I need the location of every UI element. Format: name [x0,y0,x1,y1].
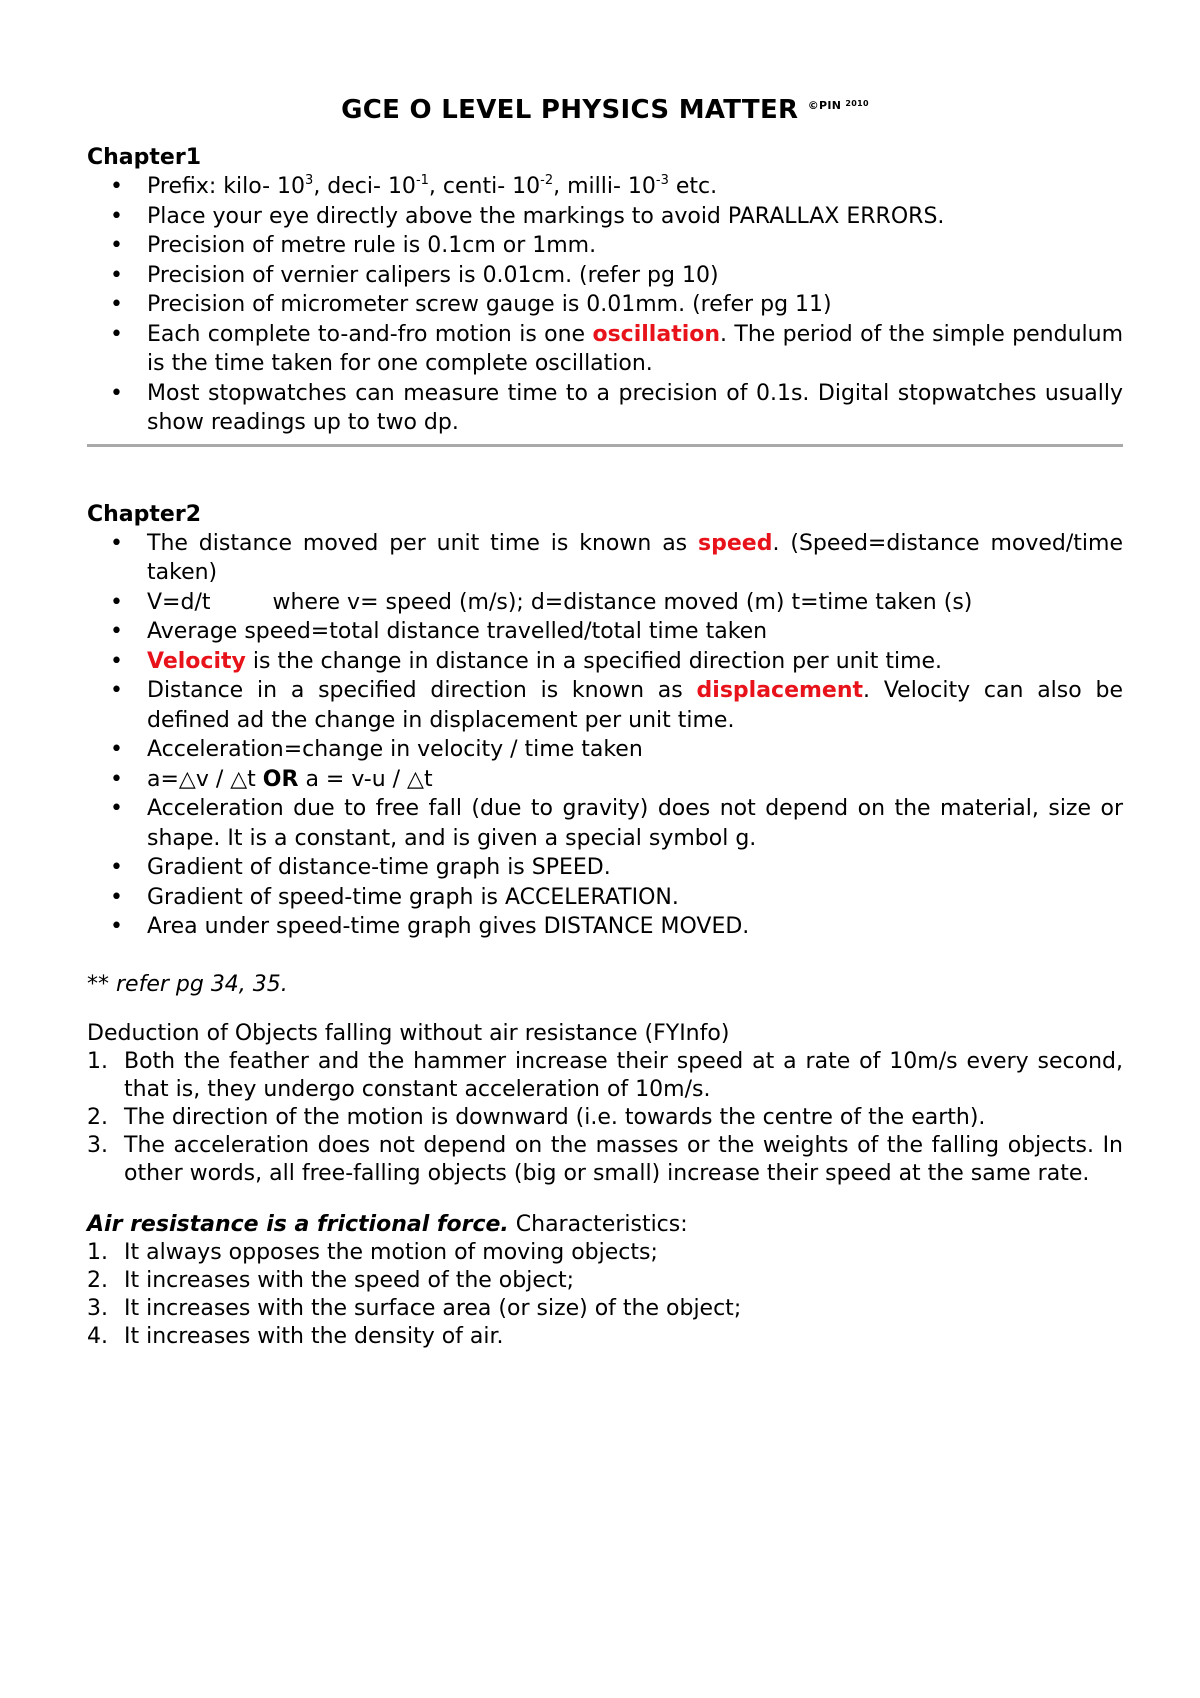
item-number: 4. [87,1323,108,1349]
displacement-before: Distance in a specified direction is known as [147,678,697,703]
list-item-oscillation [87,320,1123,379]
chapter2-heading: Chapter2 [87,501,201,527]
numbered-item [87,1104,1123,1132]
list-item: • Precision of vernier calipers is 0.01cm. (refer pg 10) [87,261,1123,291]
item-number: 3. [87,1295,108,1321]
list-item: • Gradient of distance-time graph is SPEED. [87,853,1123,883]
exponent-deci: -1 [415,173,429,188]
numbered-item [87,1239,1123,1267]
term-displacement: displacement [696,678,864,703]
item-text: The direction of the motion is downward (i.e. towards the centre of the earth). [124,1104,986,1130]
accel-formula-a: a=△v / △t [147,766,263,792]
list-item-formula-v [87,588,1123,618]
displacement-after: . Velocity can also be defined ad the change in displacement per unit time. [147,678,1124,733]
item-number: 2. [87,1104,108,1130]
speed-before: The distance moved per unit time is known as [147,530,699,556]
accel-formula-or: OR [262,766,299,792]
list-item-accel-formula [87,765,1123,795]
prefix-milli: , milli- 10 [553,174,656,199]
list-item-prefix [87,172,1123,202]
chapter1-heading: Chapter1 [87,145,201,170]
section-divider [87,444,1123,447]
term-velocity: Velocity [147,648,246,674]
deduction-list [87,1048,1123,1188]
copyright-text: ©PIN [807,99,842,112]
list-item: • Acceleration due to free fall (due to gravity) does not depend on the material, size or shape. It is a constant, and is given a special symbol g. [87,794,1123,853]
copyright-mark [808,99,869,112]
chapter1-list [87,172,1123,438]
list-item-displacement [87,676,1123,735]
exponent-milli: -3 [655,173,669,188]
air-resistance-heading-bold: Air resistance is a frictional force. [87,1211,509,1237]
item-text: It increases with the density of air. [124,1323,504,1349]
item-text: It increases with the surface area (or size) of the object; [124,1295,742,1321]
list-item-velocity [87,647,1123,677]
prefix-deci: , deci- 10 [313,174,416,199]
chapter2-list [87,529,1123,942]
numbered-item [87,1132,1123,1188]
prefix-centi: , centi- 10 [428,174,541,199]
item-text: It increases with the speed of the object; [124,1267,575,1293]
item-number: 2. [87,1267,108,1293]
list-item: • Gradient of speed-time graph is ACCELERATION. [87,883,1123,913]
formula-v-legend: where v= speed (m/s); d=distance moved (m) t=time taken (s) [272,589,973,615]
list-item: • Precision of metre rule is 0.1cm or 1mm. [87,231,1123,261]
list-item: • Area under speed-time graph gives DISTANCE MOVED. [87,912,1123,942]
velocity-after: is the change in distance in a specified direction per unit time. [245,648,943,674]
term-speed: speed [698,530,773,556]
numbered-item [87,1267,1123,1295]
item-text: It always opposes the motion of moving objects; [124,1239,658,1265]
list-item: • Place your eye directly above the markings to avoid PARALLAX ERRORS. [87,202,1123,232]
formula-v: V=d/t [147,589,211,615]
list-item: • Acceleration=change in velocity / time taken [87,735,1123,765]
prefix-etc: etc. [668,174,718,199]
list-item: • Most stopwatches can measure time to a precision of 0.1s. Digital stopwatches usually show readings up to two dp. [87,379,1123,438]
numbered-item [87,1048,1123,1104]
copyright-year: 2010 [845,99,869,108]
air-resistance-heading-rest: Characteristics: [508,1211,688,1237]
speed-after: . (Speed=distance moved/time taken) [147,530,1123,585]
item-number: 3. [87,1132,108,1158]
exponent-centi: -2 [540,173,554,188]
term-oscillation: oscillation [592,321,721,347]
list-item-speed [87,529,1123,588]
document-content [87,86,1123,1351]
item-number: 1. [87,1048,108,1074]
list-item: • Average speed=total distance travelled/total time taken [87,617,1123,647]
numbered-item [87,1295,1123,1323]
deduction-heading: Deduction of Objects falling without air resistance (FYInfo) [87,1020,730,1046]
oscillation-before: Each complete to-and-fro motion is one [147,321,593,347]
oscillation-after: . The period of the simple pendulum is the time taken for one complete oscillation. [147,321,1123,376]
air-resistance-list [87,1239,1123,1351]
numbered-item [87,1323,1123,1351]
refer-note: ** refer pg 34, 35. [87,971,288,997]
prefix-kilo: Prefix: kilo- 10 [147,174,306,199]
item-number: 1. [87,1239,108,1265]
title-text: GCE O LEVEL PHYSICS MATTER [341,95,799,125]
accel-formula-b: a = v-u / △t [298,766,433,792]
air-resistance-heading [87,1210,1123,1239]
exponent-kilo: 3 [305,173,314,188]
item-text: Both the feather and the hammer increase their speed at a rate of 10m/s every second, that is, they undergo constant acceleration of 10m/s. [124,1048,1123,1102]
item-text: The acceleration does not depend on the masses or the weights of the falling objects. In other words, all free-falling objects (big or small) increase their speed at the same rate. [124,1132,1123,1186]
list-item: • Precision of micrometer screw gauge is 0.01mm. (refer pg 11) [87,290,1123,320]
page-title [87,86,1123,128]
